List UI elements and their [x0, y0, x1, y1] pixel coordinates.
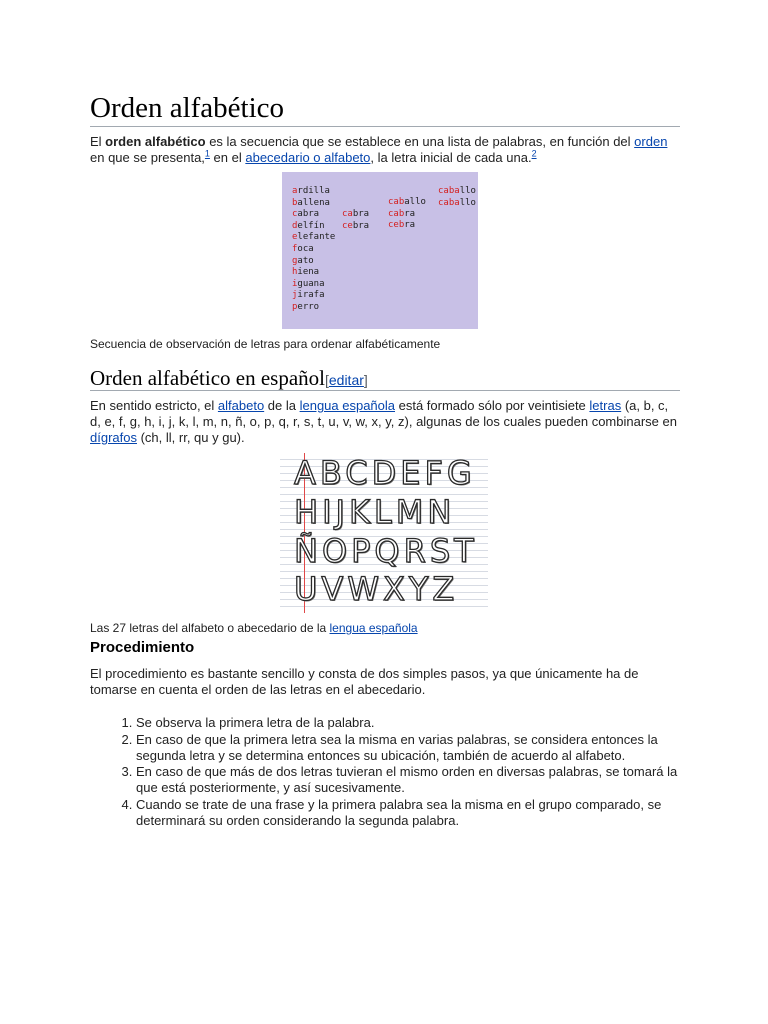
- para2-text-2: de la: [264, 398, 300, 413]
- figure-word: [292, 256, 335, 268]
- remaining-letters: lefante: [297, 232, 336, 243]
- letters-row-1: ABCDEFG: [294, 454, 476, 492]
- edit-link[interactable]: editar: [328, 372, 364, 388]
- remaining-letters: bra: [352, 209, 370, 219]
- figure-column-2: [342, 209, 369, 232]
- link-alfabeto[interactable]: alfabeto: [217, 398, 265, 413]
- procedimiento-heading: Procedimiento: [90, 639, 195, 656]
- link-letras[interactable]: letras: [589, 398, 622, 413]
- caption-link-lengua-espanola[interactable]: lengua española: [329, 621, 418, 635]
- remaining-letters: llo: [459, 186, 476, 196]
- para2-text-4: (a, b, c, d, e, f, g, h, i, j, k, l, m, n, ñ, o, p, q, r, s, t, u, v, w, x, y, z), algunas de los cuales pueden combinarse en: [90, 398, 677, 429]
- list-item: 1. Se observa la primera letra de la palabra.: [136, 715, 696, 731]
- observed-letters: cab: [388, 208, 405, 219]
- figure-word: [292, 198, 335, 210]
- letters-row-3: ÑOPQRST: [294, 532, 478, 570]
- observed-letters: p: [292, 301, 298, 312]
- remaining-letters: guana: [297, 278, 325, 289]
- remaining-letters: abra: [297, 209, 320, 220]
- observed-letters: h: [292, 267, 298, 278]
- figure-word: [292, 186, 335, 198]
- list-item: 4. Cuando se trate de una frase y la primera palabra sea la misma en el grupo comparado, se determinará su orden considerando la segunda palabra.: [136, 797, 696, 829]
- intro-text-1: El: [90, 134, 106, 149]
- observed-letters: a: [292, 186, 298, 196]
- reference-1[interactable]: 1: [204, 148, 210, 159]
- observed-letters: d: [292, 220, 298, 231]
- list-item: 2. En caso de que la primera letra sea la misma en varias palabras, se considera entonces la segunda letra y se determina entonces su ubicación, también de acuerdo al alfabeto.: [136, 732, 696, 764]
- letters-row-2: HIJKLMN: [294, 493, 456, 531]
- remaining-letters: iena: [297, 267, 320, 278]
- link-lengua-espanola[interactable]: lengua española: [299, 398, 396, 413]
- intro-text-2: es la secuencia que se establece en una lista de palabras, en función del: [205, 134, 635, 149]
- figure-word: [292, 290, 335, 302]
- observed-letters: ceb: [388, 220, 405, 231]
- figure-word: [292, 209, 335, 221]
- observed-letters: ce: [342, 220, 353, 231]
- caption2-text: Las 27 letras del alfabeto o abecedario de la: [90, 621, 330, 635]
- section-title: Orden alfabético en español: [90, 366, 325, 390]
- observed-letters: g: [292, 255, 298, 266]
- figure-word: [292, 279, 335, 291]
- observed-letters: cab: [388, 197, 405, 207]
- observed-letters: b: [292, 197, 298, 208]
- alphabet-letters-figure: [280, 453, 488, 613]
- observed-letters: ca: [342, 209, 353, 219]
- observed-letters: f: [292, 243, 298, 254]
- figure-column-1: [292, 186, 335, 314]
- procedimiento-intro: El procedimiento es bastante sencillo y consta de dos simples pasos, ya que únicamente ha de tomarse en cuenta el orden de las letras en el abecedario.: [90, 666, 639, 697]
- edit-bracket-close: ]: [363, 372, 368, 388]
- alphabet-paragraph: [90, 398, 680, 446]
- remaining-letters: oca: [297, 243, 314, 254]
- observed-letters: caba: [438, 186, 460, 196]
- letters-row-4: UVWXYZ: [294, 570, 459, 608]
- figure-word: [438, 198, 476, 210]
- alphabetical-order-figure: [282, 172, 478, 329]
- figure-1-caption: Secuencia de observación de letras para ordenar alfabéticamente: [90, 337, 441, 351]
- observed-letters: caba: [438, 197, 460, 208]
- remaining-letters: rdilla: [297, 186, 330, 196]
- para2-text-3: está formado sólo por veintisiete: [395, 398, 590, 413]
- para2-text-1: En sentido estricto, el: [90, 398, 218, 413]
- figure-2-caption: [90, 621, 680, 636]
- figure-word: [438, 186, 476, 198]
- intro-text-4: en el: [209, 150, 246, 165]
- remaining-letters: elfín: [297, 220, 325, 231]
- remaining-letters: bra: [352, 220, 370, 231]
- remaining-letters: erro: [297, 301, 320, 312]
- intro-text-3: en que se presenta,: [90, 150, 205, 165]
- remaining-letters: ato: [297, 255, 314, 266]
- figure-column-3: [388, 197, 426, 232]
- figure-word: [292, 221, 335, 233]
- intro-bold-term: orden alfabético: [105, 134, 206, 149]
- steps-list: [116, 715, 696, 829]
- remaining-letters: ra: [404, 208, 416, 219]
- figure-word: [342, 209, 369, 221]
- section-heading: [90, 366, 680, 391]
- figure-word: [388, 209, 426, 221]
- remaining-letters: ra: [404, 220, 416, 231]
- observed-letters: e: [292, 232, 298, 243]
- figure-word: [292, 244, 335, 256]
- observed-letters: j: [292, 290, 298, 301]
- para2-text-5: (ch, ll, rr, qu y gu).: [136, 430, 245, 445]
- figure-word: [342, 221, 369, 233]
- edit-section-link[interactable]: [325, 372, 368, 388]
- remaining-letters: allo: [404, 197, 426, 207]
- figure-word: [388, 220, 426, 232]
- remaining-letters: allena: [297, 197, 330, 208]
- remaining-letters: llo: [459, 197, 476, 208]
- observed-letters: c: [292, 209, 298, 220]
- figure-word: [292, 302, 335, 314]
- edit-bracket-open: [: [324, 372, 329, 388]
- link-abecedario[interactable]: abecedario o alfabeto: [245, 150, 371, 165]
- intro-paragraph: [90, 134, 680, 166]
- figure-word: [292, 232, 335, 244]
- figure-word: [388, 197, 426, 209]
- observed-letters: i: [292, 278, 298, 289]
- list-item: 3. En caso de que más de dos letras tuvieran el mismo orden en diversas palabras, se tomará la que está posteriormente, y así sucesivamente.: [136, 764, 696, 796]
- figure-column-4: [438, 186, 476, 209]
- page-title: Orden alfabético: [90, 90, 680, 127]
- reference-2[interactable]: 2: [531, 148, 537, 159]
- intro-text-5: , la letra inicial de cada una.: [370, 150, 532, 165]
- link-orden[interactable]: orden: [634, 134, 668, 149]
- remaining-letters: irafa: [297, 290, 325, 301]
- link-digrafos[interactable]: dígrafos: [90, 430, 137, 445]
- figure-word: [292, 267, 335, 279]
